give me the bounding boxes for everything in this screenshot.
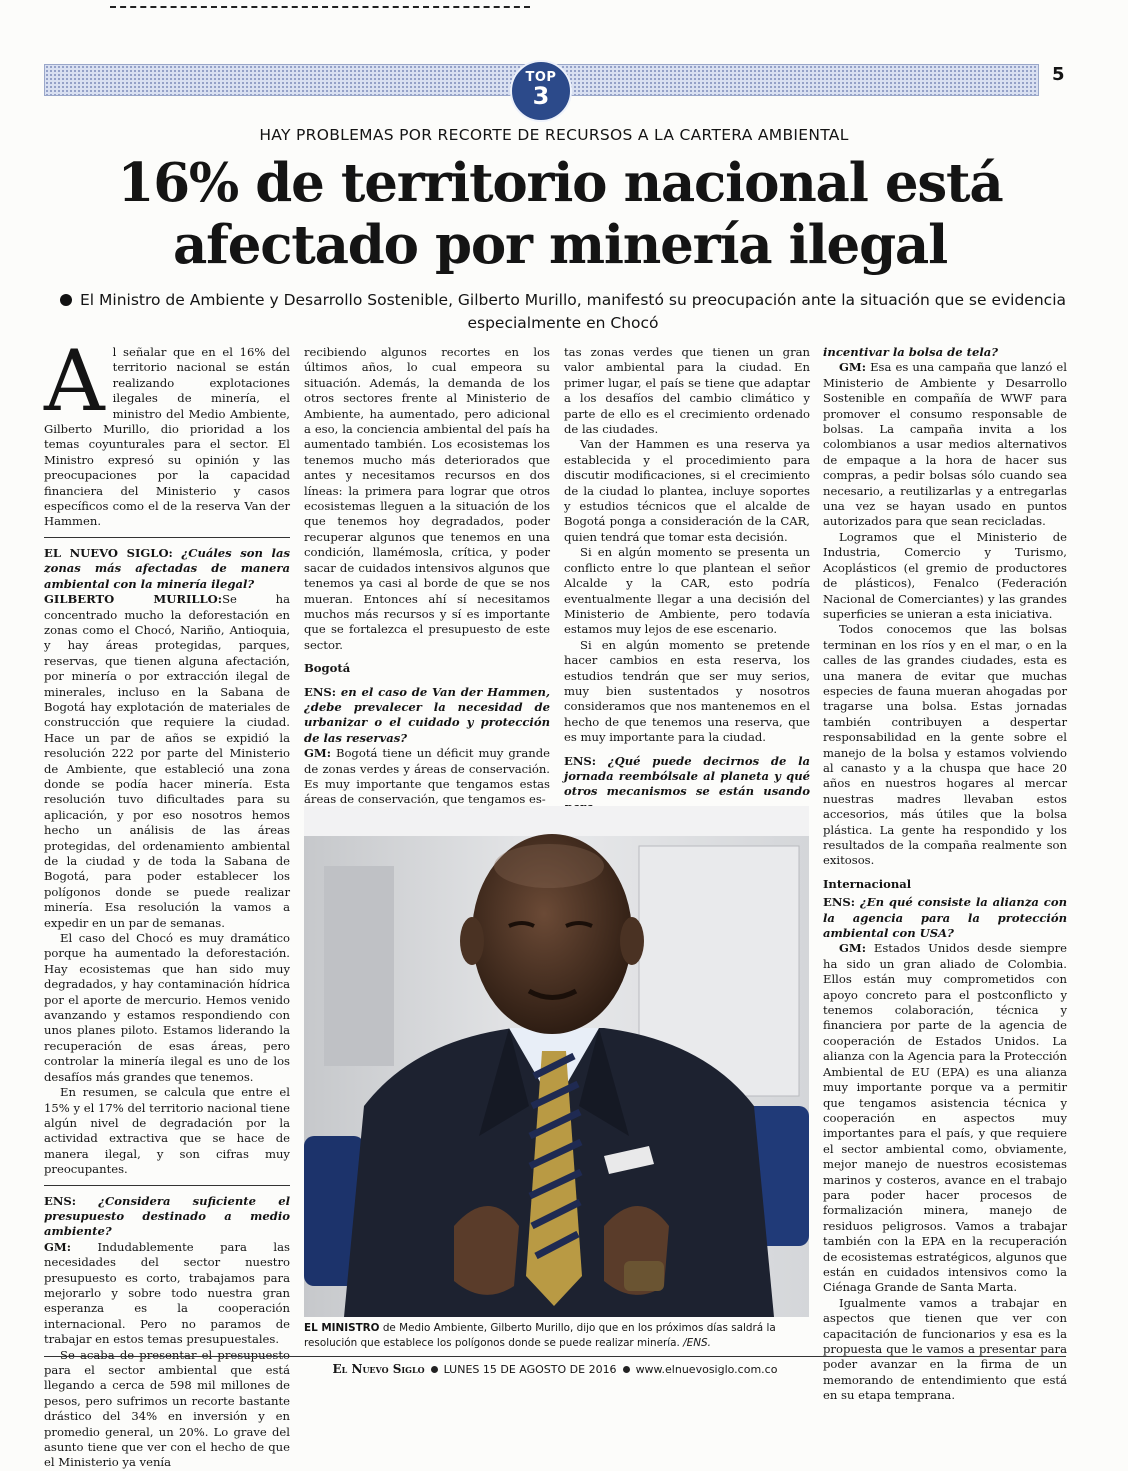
deck-text: El Ministro de Ambiente y Desarrollo Sostenible, Gilberto Murillo, manifestó su preocupación ante la situación que se evidencia especialmente en Chocó xyxy=(79,291,1066,332)
answer-1 xyxy=(44,592,290,931)
answer-2 xyxy=(44,1240,290,1348)
question-1-text: ¿Cuáles son las zonas más afectadas de manera ambiental con la minería ilegal? xyxy=(44,545,290,591)
question-1-prefix: EL NUEVO SIGLO: xyxy=(44,545,173,560)
column-3-paragraph-3: Si en algún momento se presenta un conflicto entre lo que plantean el señor Alcalde y la CAR, esto podría eventualmente llegar a una decisión del Ministerio de Ambiente, pero todavía estamos muy lejos de ese escenario. xyxy=(564,545,810,637)
column-3-paragraph-2: Van der Hammen es una reserva ya establecida y el procedimiento para discutir modificaciones, si el crecimiento de la ciudad lo plantea, incluye soportes y estudios técnicos que el alcalde de Bogotá ponga a consideración de la CAR, quien tendrá que tomar esta decisión. xyxy=(564,437,810,544)
bullet-icon xyxy=(431,1366,438,1373)
answer-2-text: Indudablemente para las necesidades del sector nuestro presupuesto es corto, trabajamos para mejorarlo y sobre todo nuestra gran esperanza es la cooperación internacional. Pero no paramos de trabajar en estos temas presupuestales. xyxy=(44,1239,290,1347)
question-2 xyxy=(44,1194,290,1240)
intro-paragraph xyxy=(44,332,290,530)
answer-4-text: Esa es una campaña que lanzó el Ministerio de Ambiente y Desarrollo Sostenible en compañía de WWF para promover el consumo responsable de bolsas. La campaña invita a los colombianos a usar medios alternativos de empaque a la hora de hacer sus compras, a pedir bolsas sólo cuando sea necesario, a reutilizarlas y a entregarlas una vez se hayan usado en puntos autorizados para que sean recicladas. xyxy=(823,360,1068,529)
footer-masthead: El Nuevo Siglo xyxy=(332,1362,425,1376)
answer-1-text: Se ha concentrado mucho la deforestación en zonas como el Chocó, Nariño, Antioquia, y hay áreas protegidas, parques, reservas, que tienen alguna afectación, por minería o por extracción ilegal de minerales, incluso en la Sabana de Bogotá hay explotación de materiales de construcción que requiere la ciudad. Hace un par de años se expidió la resolución 222 por parte del Ministerio de Ambiente, que estableció una zona donde se podía hacer minería. Esta resolución tuvo dificultades para su aplicación, y por eso nosotros hemos hecho un análisis de las áreas protegidas, del ordenamiento ambiental de la ciudad y de toda la Sabana de Bogotá, para poder establecer los polígonos donde se puede realizar minería. Esa resolución la vamos a expedir en un par de semanas. xyxy=(44,592,290,930)
question-4-continued: incentivar la bolsa de tela? xyxy=(823,345,999,359)
bullet-icon xyxy=(60,294,72,306)
answer-2-paragraph-2: Se acaba de presentar el presupuesto para el sector ambiental que está llegando a cerca de 598 mil millones de pesos, pero sufrimos un recorte bastante drástico del 34% en inversión y en promedio general, un 20%. Lo grave del asunto tiene que ver con el hecho de que el Ministerio ya venía xyxy=(44,1347,290,1470)
question-3-prefix: ENS: xyxy=(304,684,337,699)
answer-1-speaker: GILBERTO MURILLO: xyxy=(44,592,223,607)
minister-photo xyxy=(304,806,809,1317)
footer xyxy=(44,1362,1066,1376)
footer-url: www.elnuevosiglo.com.co xyxy=(635,1363,778,1376)
page-number: 5 xyxy=(1052,64,1065,85)
question-3 xyxy=(304,685,550,747)
article-column-3 xyxy=(564,345,810,800)
answer-1-paragraph-2: El caso del Chocó es muy dramático porque ha aumentado la deforestación. Hay ecosistemas que han sido muy degradados, y hay contaminación hídrica por el aporte de mercurio. Hemos venido avanzando y estamos respondiendo con unos planes piloto. Estamos liderando la recuperación de esas áreas, pero controlar la minería ilegal es uno de los desafíos más grandes que tenemos. xyxy=(44,931,290,1084)
footer-date: LUNES 15 DE AGOSTO DE 2016 xyxy=(443,1363,617,1376)
article-column-2 xyxy=(304,345,550,807)
answer-4 xyxy=(823,360,1067,529)
deck xyxy=(48,289,1078,335)
footer-rule xyxy=(44,1356,1066,1357)
top-badge-label: TOP xyxy=(525,70,557,85)
answer-4-paragraph-3: Todos conocemos que las bolsas terminan en los ríos y en el mar, o en la calles de las grandes ciudades, esta es una manera de evitar que muchas especies de fauna mueran ahogadas por tragarse una bolsa. Estas jornadas también contribuyen a despertar responsabilidad en la gente sobre el manejo de la bolsa y estamos volviendo al canasto y a la chuspa que hace 20 años en nuestros hogares al mercar nuestras madres llevaban estos accesorios, más útiles que la bolsa plástica. La gente ha respondido y los resultados de la compaña realmente son exitosos. xyxy=(823,622,1067,868)
intro-text: l señalar que en el 16% del territorio nacional se están realizando explotaciones ilegales de minería, el ministro del Medio Ambiente, Gilberto Murillo, dio prioridad a los temas coyunturales para el sector. El Ministro expresó su opinión y las preocupaciones por la capacidad financiera del Ministerio y casos específicos como el de la reserva Van der Hammen. xyxy=(44,345,290,529)
question-4-text: ¿Qué puede decirnos de la jornada reembólsale al planeta y qué otros mecanismos se están usando xyxy=(564,753,810,799)
question-5-text: ¿En qué consiste la alianza con la agencia para la protección ambiental con USA? xyxy=(823,895,1067,941)
headline: 16% de territorio nacional está afectado por minería ilegal xyxy=(117,152,1003,276)
question-divider xyxy=(44,1185,290,1186)
question-divider xyxy=(44,537,290,538)
answer-3-speaker: GM: xyxy=(304,746,332,761)
answer-3-text: Bogotá tiene un déficit muy grande de zonas verdes y áreas de conservación. Es muy importante que tengamos estas áreas de conservación, que tengamos es- xyxy=(304,746,550,807)
answer-5-paragraph-2: Igualmente vamos a trabajar en aspectos que tienen que ver con capacitación de funcionarios y esa es la propuesta que le vamos a presentar para poder avanzar en la firma de un memorando de entendimiento que está en su etapa temprana. xyxy=(823,1295,1067,1403)
photo-caption xyxy=(304,1321,809,1351)
question-1 xyxy=(44,546,290,592)
question-2-text: ¿Considera suficiente el presupuesto destinado a medio ambiente? xyxy=(44,1193,290,1239)
answer-5 xyxy=(823,941,1067,1295)
answer-5-text: Estados Unidos desde siempre ha sido un gran aliado de Colombia. Ellos están muy comprometidos con apoyo concreto para el postconflicto y tenemos colaboración, técnica y financiera por parte de la agencia de cooperación de Estados Unidos. La alianza con la Agencia para la Protección Ambiental de EU (EPA) es una alianza muy importante porque va a permitir que tengamos asistencia técnica y cooperación en aspectos muy importantes para el país, y que requiere el sector ambiental como, obviamente, mejor manejo de nuestros ecosistemas marinos y costeros, avance en el trabajo para poder hacer procesos de formalización minera, manejo de residuos peligrosos. Vamos a trabajar también con la EPA en la recuperación de ecosistemas estratégicos, algunos que están en cuidados intensivos como la Ciénaga Grande de Santa Marta. xyxy=(823,941,1067,1295)
article-column-1 xyxy=(44,332,290,1470)
answer-2-speaker: GM: xyxy=(44,1239,72,1254)
caption-text: de Medio Ambiente, Gilberto Murillo, dijo que en los próximos días saldrá la resolución que establece los polígonos donde se puede realizar minería. xyxy=(304,1322,776,1349)
photo-credit: /ENS. xyxy=(683,1337,711,1349)
subhead-bogota: Bogotá xyxy=(304,661,351,676)
question-5-prefix: ENS: xyxy=(823,895,856,910)
answer-1-paragraph-3: En resumen, se calcula que entre el 15% y el 17% del territorio nacional tiene algún nivel de degradación por la actividad extractiva que se hace de manera ilegal, y son cifras muy preocupantes. xyxy=(44,1085,290,1177)
caption-lead: EL MINISTRO xyxy=(304,1322,380,1334)
column-2-paragraph: recibiendo algunos recortes en los últimos años, lo cual empeora su situación. Además, la demanda de los otros sectores frente al Ministerio de Ambiente, ha aumentado, pero adicional a eso, la conciencia ambiental del país ha aumentado también. Los ecosistemas los tenemos mucho más deteriorados que antes y necesitamos recursos en dos líneas: la primera para lograr que otros ecosistemas lleguen a la situación de los que tenemos hoy degradados, poder recuperar algunos que tenemos en una condición, llamémosla, crítica, y poder sacar de cuidados intensivos algunos que tenemos ya casi al borde de que se nos mueran. Entonces ahí sí necesitamos muchos más recursos y sí es importante que se fortalezca el presupuesto de este sector. xyxy=(304,345,550,652)
question-3-text: en el caso de Van der Hammen, ¿debe prevalecer la necesidad de urbanizar o el cuidado y protección de las reservas? xyxy=(304,684,550,745)
article-column-4 xyxy=(823,345,1068,1403)
answer-3 xyxy=(304,746,550,808)
question-5 xyxy=(823,895,1067,941)
bullet-icon xyxy=(623,1366,630,1373)
column-3-paragraph-4: Si en algún momento se pretende hacer cambios en esta reserva, los estudios tendrán que ser muy serios, muy bien sustentados y nosotros consideramos que nos mantenemos en el hecho de que tenemos una reserva, que es muy importante para la ciudad. xyxy=(564,637,810,745)
column-3-paragraph-1: tas zonas verdes que tienen un gran valor ambiental para la ciudad. En primer lugar, el país se tiene que adaptar a los desafíos del cambio climático y parte de ello es el crecimiento ordenado de las ciudades. xyxy=(564,345,810,437)
top-badge xyxy=(510,60,572,122)
answer-4-paragraph-2: Logramos que el Ministerio de Industria, Comercio y Turismo, Acoplásticos (el gremio de productores de plásticos), Fenalco (Federación Nacional de Comerciantes) y las grandes superficies se unieran a esta iniciativa. xyxy=(823,529,1067,621)
question-4-prefix: ENS: xyxy=(564,753,597,768)
kicker: HAY PROBLEMAS POR RECORTE DE RECURSOS A LA CARTERA AMBIENTAL xyxy=(259,126,849,144)
answer-5-speaker: GM: xyxy=(839,941,867,956)
drop-cap: A xyxy=(44,332,105,430)
top-badge-number: 3 xyxy=(532,82,550,110)
answer-4-speaker: GM: xyxy=(839,360,867,375)
subhead-internacional: Internacional xyxy=(823,876,912,891)
top-scan-rule xyxy=(110,6,530,8)
question-2-prefix: ENS: xyxy=(44,1193,77,1208)
